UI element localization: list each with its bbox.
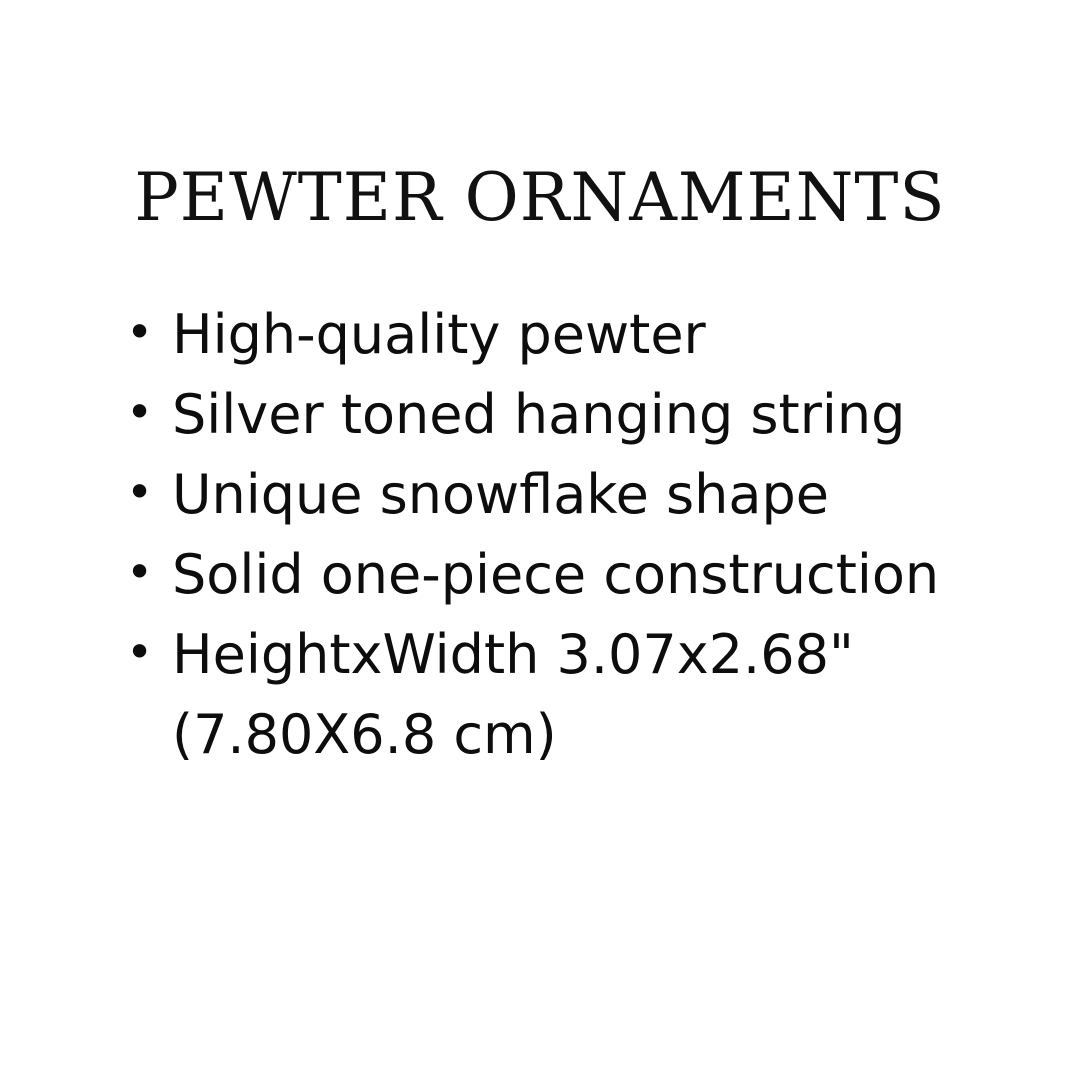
list-item bbox=[126, 535, 1026, 615]
list-item-label: Solid one-piece construction bbox=[172, 542, 940, 606]
list-item bbox=[126, 455, 1026, 535]
list-item-label: Silver toned hanging string bbox=[172, 382, 906, 446]
list-item bbox=[126, 615, 1026, 775]
page-title: PEWTER ORNAMENTS bbox=[134, 159, 946, 237]
bullet-icon: • bbox=[126, 624, 154, 679]
bullet-icon: • bbox=[126, 464, 154, 519]
bullet-icon: • bbox=[126, 544, 154, 599]
bullet-icon: • bbox=[126, 384, 154, 439]
feature-list bbox=[126, 295, 1026, 774]
bullet-icon: • bbox=[126, 305, 154, 359]
list-item-label: HeightxWidth 3.07x2.68" (7.80X6.8 cm) bbox=[172, 622, 854, 766]
list-item-label: High-quality pewter bbox=[172, 303, 706, 366]
list-item bbox=[126, 375, 1026, 455]
list-item bbox=[126, 295, 1026, 375]
list-item-label: Unique snowflake shape bbox=[172, 462, 829, 526]
